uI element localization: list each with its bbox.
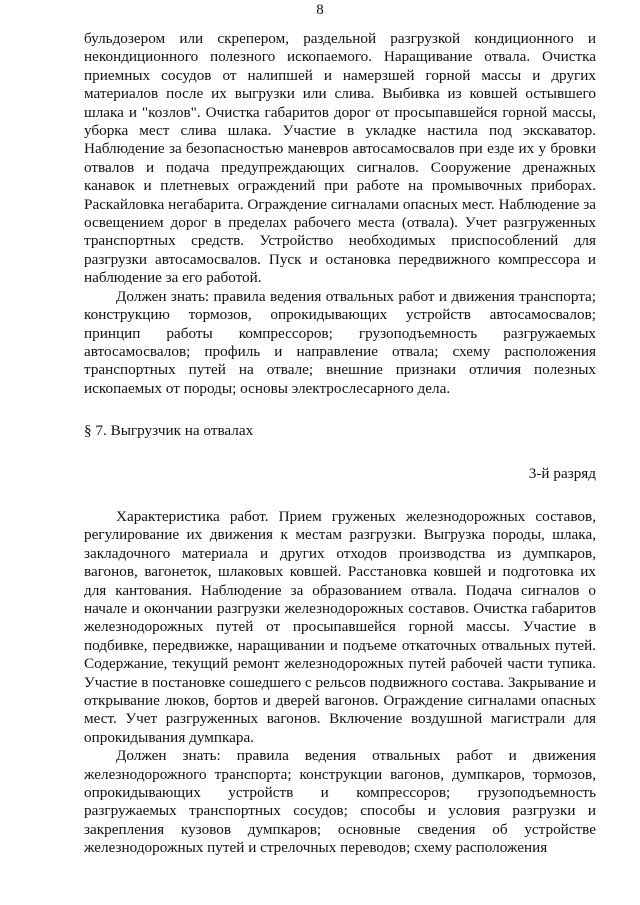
paragraph-work-description-continued: бульдозером или скрепером, раздельной разгрузкой кондиционного и некондиционного полезного ископаемого. Наращивание отвала. Очистка приемных сосудов от налипшей и намерзшей горной массы и других материалов после их выгрузки или слива. Выбивка из ковшей остывшего шлака и "козлов". Очистка габаритов дорог от просыпавшейся горной массы, уборка мест слива шлака. Участие в укладке настила под экскаватор. Наблюдение за безопасностью маневров автосамосвалов при езде их у бровки отвалов и подача предупреждающих сигналов. Сооружение дренажных канавок и плетневых ограждений при работе на промывочных приборах. Раскайловка негабарита. Ограждение сигналами опасных мест. Наблюдение за освещением дорог в пределах рабочего места (отвала). Учет разгруженных транспортных средств. Устройство необходимых приспособлений для разгрузки автосамосвалов. Пуск и остановка передвижного компрессора и наблюдение за его работой. xyxy=(84,30,596,287)
rank-label: 3-й разряд xyxy=(528,464,596,482)
page-number: 8 xyxy=(316,2,324,18)
document-body xyxy=(84,30,596,858)
paragraph-must-know-section-7: Должен знать: правила ведения отвальных работ и движения железнодорожного транспорта; конструкции вагонов, думпкаров, тормозов, опрокидывающих устройств и компрессоров; грузоподъемность разгружаемых транспортных сосудов; способы и условия разгрузки и закрепления кузовов думпкаров; основные сведения об устройстве железнодорожных путей и стрелочных переводов; схему расположения xyxy=(84,747,596,857)
paragraph-work-characteristics: Характеристика работ. Прием груженых железнодорожных составов, регулирование их движения к местам разгрузки. Выгрузка породы, шлака, закладочного материала и других отходов производства из думпкаров, вагонов, вагонеток, шлаковых ковшей. Расстановка ковшей и подготовка их для кантования. Наблюдение за образованием отвала. Подача сигналов о начале и окончании разгрузки железнодорожных составов. Очистка габаритов железнодорожных путей от просыпавшейся горной массы. Участие в подбивке, передвижке, наращивании и подъеме откаточных отвальных путей. Содержание, текущий ремонт железнодорожных путей рабочей части тупика. Участие в постановке сошедшего с рельсов подвижного состава. Закрывание и открывание люков, бортов и дверей вагонов. Ограждение сигналами опасных мест. Учет разгруженных вагонов. Включение воздушной магистрали для опрокидывания думпкара. xyxy=(84,507,596,746)
paragraph-must-know-section-6: Должен знать: правила ведения отвальных работ и движения транспорта; конструкцию тормозов, опрокидывающих устройств автосамосвалов; принцип работы компрессоров; грузоподъемность разгружаемых автосамосвалов; профиль и направление отвала; схему расположения транспортных путей на отвале; внешние признаки отличия полезных ископаемых от породы; основы электрослесарного дела. xyxy=(84,287,596,397)
section-title: § 7. Выгрузчик на отвалах xyxy=(84,422,254,440)
